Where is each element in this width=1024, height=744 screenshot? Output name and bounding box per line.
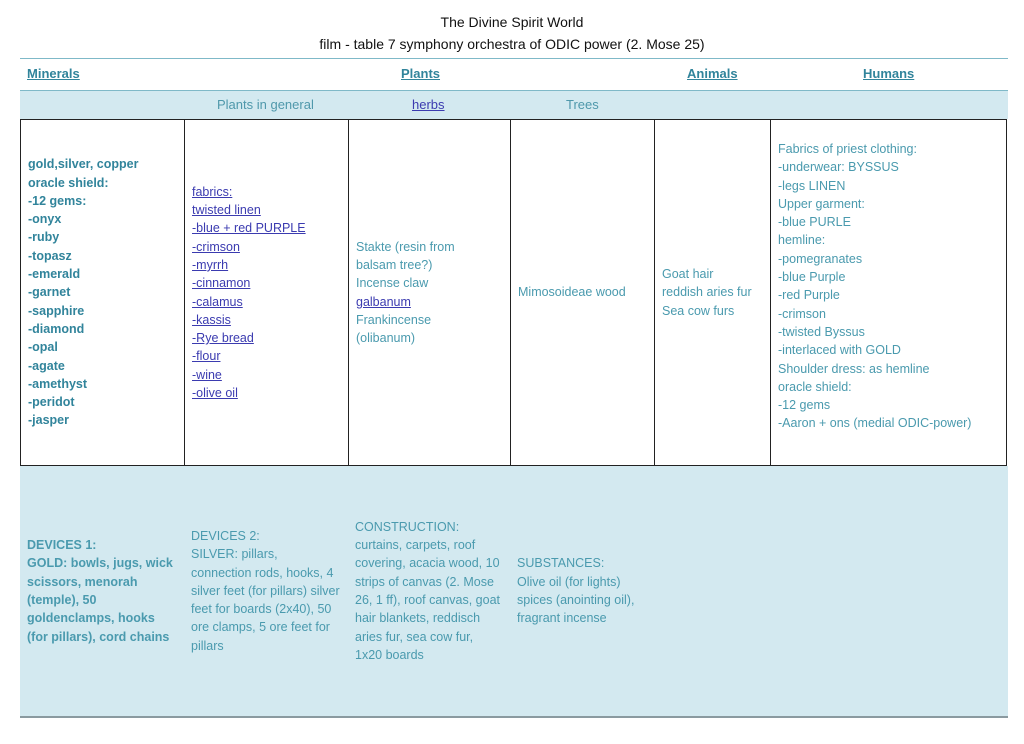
list-item-link[interactable]: -Rye bread xyxy=(192,331,254,346)
list-item: Shoulder dress: as hemline xyxy=(778,361,930,376)
cell-humans xyxy=(771,120,1006,465)
list-item: Incense claw xyxy=(356,276,429,291)
list-item: hemline: xyxy=(778,233,826,248)
construction-text: CONSTRUCTION: curtains, carpets, roof covering, acacia wood, 10 strips of canvas (2. Mose 26, 1 ff), roof canvas, goat hair blankets, reddisch aries fur, sea cow fur, 1x20 boards xyxy=(355,519,500,662)
list-item: Fabrics of priest clothing: xyxy=(778,142,917,156)
devices2-text: DEVICES 2: SILVER: pillars, connection rods, hooks, 4 silver feet (for pillars) silver feet for boards (2x40), 50 ore clamps, 5 ore feet for pillars xyxy=(191,528,340,653)
list-item: -garnet xyxy=(28,285,71,300)
header-humans-link[interactable]: Humans xyxy=(863,66,915,81)
list-item: -topasz xyxy=(28,248,72,263)
list-item-link[interactable]: -myrrh xyxy=(192,257,229,272)
list-item: -interlaced with GOLD xyxy=(778,343,901,358)
subheader-herbs-link[interactable]: herbs xyxy=(412,97,445,112)
list-item: reddish aries fur xyxy=(662,285,752,300)
list-item-link[interactable]: -blue + red PURPLE xyxy=(192,221,306,236)
devices1-text: DEVICES 1: GOLD: bowls, jugs, wick scissors, menorah (temple), 50 goldenclamps, hooks (for pillars), cord chains xyxy=(27,538,173,644)
list-item: Sea cow furs xyxy=(662,303,735,318)
list-item: -twisted Byssus xyxy=(778,324,865,339)
list-item: Mimosoideae wood xyxy=(518,285,626,300)
list-item-link[interactable]: -crimson xyxy=(192,239,240,254)
list-item: -underwear: BYSSUS xyxy=(778,160,899,175)
cell-trees xyxy=(511,120,655,465)
list-item-link[interactable]: galbanum xyxy=(356,294,411,309)
subheader-plants-general: Plants in general xyxy=(217,97,314,112)
list-item: -amethyst xyxy=(28,376,88,391)
cell-minerals xyxy=(21,120,185,465)
list-item-link[interactable]: twisted linen xyxy=(192,203,261,218)
list-item: -pomegranates xyxy=(778,251,863,266)
list-item: -Aaron + ons (medial ODIC-power) xyxy=(778,416,972,431)
list-item: oracle shield: xyxy=(28,175,109,190)
list-item: -blue PURLE xyxy=(778,215,851,230)
list-item: gold,silver, copper xyxy=(28,157,139,172)
list-item: -12 gems xyxy=(778,398,831,413)
list-item: -onyx xyxy=(28,212,62,227)
divider xyxy=(20,58,1008,59)
list-item: -ruby xyxy=(28,230,60,245)
list-item-link[interactable]: -flour xyxy=(192,349,221,364)
list-item: -opal xyxy=(28,340,58,355)
list-item: -diamond xyxy=(28,321,85,336)
bottom-band xyxy=(20,466,1008,718)
list-item: -crimson xyxy=(778,306,826,321)
list-item-link[interactable]: -olive oil xyxy=(192,385,238,400)
list-item: (olibanum) xyxy=(356,331,416,346)
cell-plants-general xyxy=(185,120,349,465)
list-item: Goat hair xyxy=(662,267,714,282)
list-item: balsam tree?) xyxy=(356,257,433,272)
list-item: -sapphire xyxy=(28,303,85,318)
list-item: -jasper xyxy=(28,413,69,428)
list-item: Upper garment: xyxy=(778,196,865,211)
list-item: -agate xyxy=(28,358,65,373)
list-item: -blue Purple xyxy=(778,270,846,285)
list-item-link[interactable]: -kassis xyxy=(192,312,231,327)
header-plants-link[interactable]: Plants xyxy=(401,66,441,81)
list-item-link[interactable]: fabrics: xyxy=(192,184,233,199)
list-item: -emerald xyxy=(28,267,81,282)
document-title: The Divine Spirit World xyxy=(440,14,584,30)
document-subtitle: film - table 7 symphony orchestra of ODIC power (2. Mose 25) xyxy=(319,36,705,52)
header-minerals-link[interactable]: Minerals xyxy=(27,66,80,81)
list-item: -12 gems: xyxy=(28,193,87,208)
list-item: Stakte (resin from xyxy=(356,239,455,254)
list-item-link[interactable]: -cinnamon xyxy=(192,276,251,291)
subheader-trees: Trees xyxy=(566,97,599,112)
list-item-link[interactable]: -calamus xyxy=(192,294,243,309)
list-item: -legs LINEN xyxy=(778,178,846,193)
list-item: -red Purple xyxy=(778,288,840,303)
list-item: Frankincense xyxy=(356,312,432,327)
main-table xyxy=(20,119,1007,466)
list-item: -peridot xyxy=(28,395,75,410)
list-item: oracle shield: xyxy=(778,379,852,394)
substances-text: SUBSTANCES: Olive oil (for lights) spices (anointing oil), fragrant incense xyxy=(517,556,635,626)
header-animals-link[interactable]: Animals xyxy=(687,66,738,81)
cell-animals xyxy=(655,120,771,465)
cell-herbs xyxy=(349,120,511,465)
list-item-link[interactable]: -wine xyxy=(192,367,222,382)
subheader-row xyxy=(20,91,1008,119)
